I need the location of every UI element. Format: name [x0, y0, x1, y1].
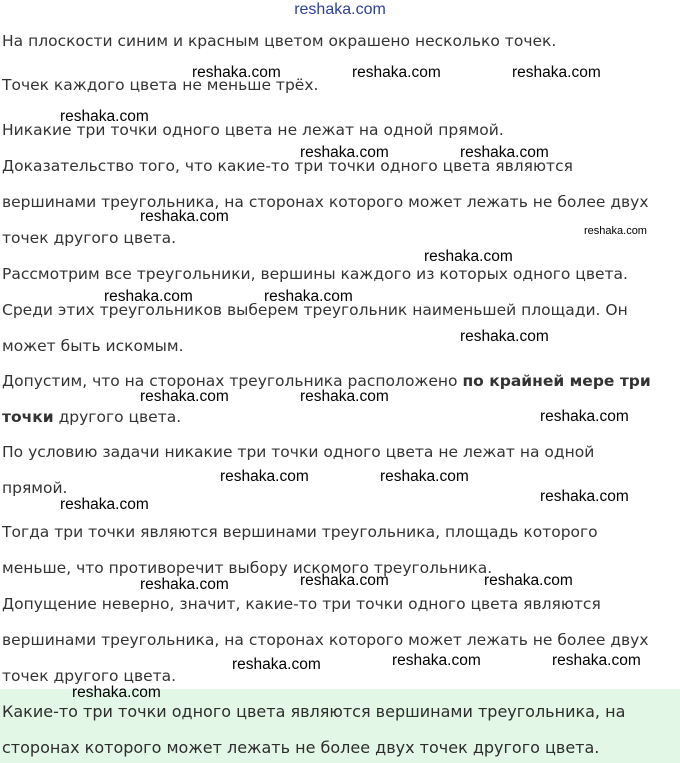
- solution-line: меньше, что противоречит выбору искомого треугольника.: [2, 559, 493, 577]
- watermark: reshaka.com: [392, 652, 481, 669]
- problem-line: Никакие три точки одного цвета не лежат на одной прямой.: [2, 121, 504, 139]
- watermark: reshaka.com: [140, 388, 229, 405]
- watermark: reshaka.com: [140, 576, 229, 593]
- watermark: reshaka.com: [584, 225, 647, 237]
- watermark: reshaka.com: [60, 108, 149, 125]
- problem-line: Точек каждого цвета не меньше трёх.: [2, 76, 319, 94]
- watermark: reshaka.com: [192, 64, 281, 81]
- watermark: reshaka.com: [72, 684, 161, 701]
- solution-line: По условию задачи никакие три точки одного цвета не лежат на одной: [2, 443, 595, 461]
- problem-line: Доказательство того, что какие-то три точки одного цвета являются: [2, 157, 573, 175]
- solution-text: Допустим, что на сторонах треугольника расположено: [2, 372, 463, 390]
- problem-line: вершинами треугольника, на сторонах которого может лежать не более двух: [2, 193, 649, 211]
- solution-line: Допущение неверно, значит, какие-то три точки одного цвета являются: [2, 595, 601, 613]
- watermark: reshaka.com: [352, 64, 441, 81]
- watermark: reshaka.com: [512, 64, 601, 81]
- watermark: reshaka.com: [424, 248, 513, 265]
- solution-line: прямой.: [2, 479, 68, 497]
- emphasis-text: по крайней мере три: [462, 372, 651, 390]
- problem-line: точек другого цвета.: [2, 229, 177, 247]
- solution-line: [2, 407, 181, 427]
- watermark: reshaka.com: [300, 572, 389, 589]
- watermark: reshaka.com: [60, 496, 149, 513]
- watermark: reshaka.com: [104, 288, 193, 305]
- watermark: reshaka.com: [232, 656, 321, 673]
- site-link[interactable]: reshaka.com: [294, 1, 386, 18]
- watermark: reshaka.com: [460, 144, 549, 161]
- watermark: reshaka.com: [540, 488, 629, 505]
- watermark: reshaka.com: [484, 572, 573, 589]
- solution-line: вершинами треугольника, на сторонах которого может лежать не более двух: [2, 631, 649, 649]
- watermark: reshaka.com: [300, 388, 389, 405]
- watermark: reshaka.com: [380, 468, 469, 485]
- watermark: reshaka.com: [220, 468, 309, 485]
- emphasis-text: точки: [2, 408, 54, 426]
- solution-text: другого цвета.: [53, 408, 182, 426]
- watermark: reshaka.com: [460, 328, 549, 345]
- watermark: reshaka.com: [552, 652, 641, 669]
- answer-line: Какие-то три точки одного цвета являются вершинами треугольника, на: [2, 702, 626, 721]
- watermark: reshaka.com: [140, 208, 229, 225]
- solution-line: Рассмотрим все треугольники, вершины каждого из которых одного цвета.: [2, 265, 628, 283]
- answer-line: сторонах которого может лежать не более двух точек другого цвета.: [2, 738, 600, 757]
- watermark: reshaka.com: [540, 408, 629, 425]
- solution-line: может быть искомым.: [2, 337, 184, 355]
- solution-line: точек другого цвета.: [2, 667, 177, 685]
- solution-line: Тогда три точки являются вершинами треугольника, площадь которого: [2, 523, 598, 541]
- problem-line: На плоскости синим и красным цветом окрашено несколько точек.: [2, 32, 557, 50]
- watermark: reshaka.com: [300, 144, 389, 161]
- watermark: reshaka.com: [264, 288, 353, 305]
- solution-line: Среди этих треугольников выберем треугольник наименьшей площади. Он: [2, 301, 628, 319]
